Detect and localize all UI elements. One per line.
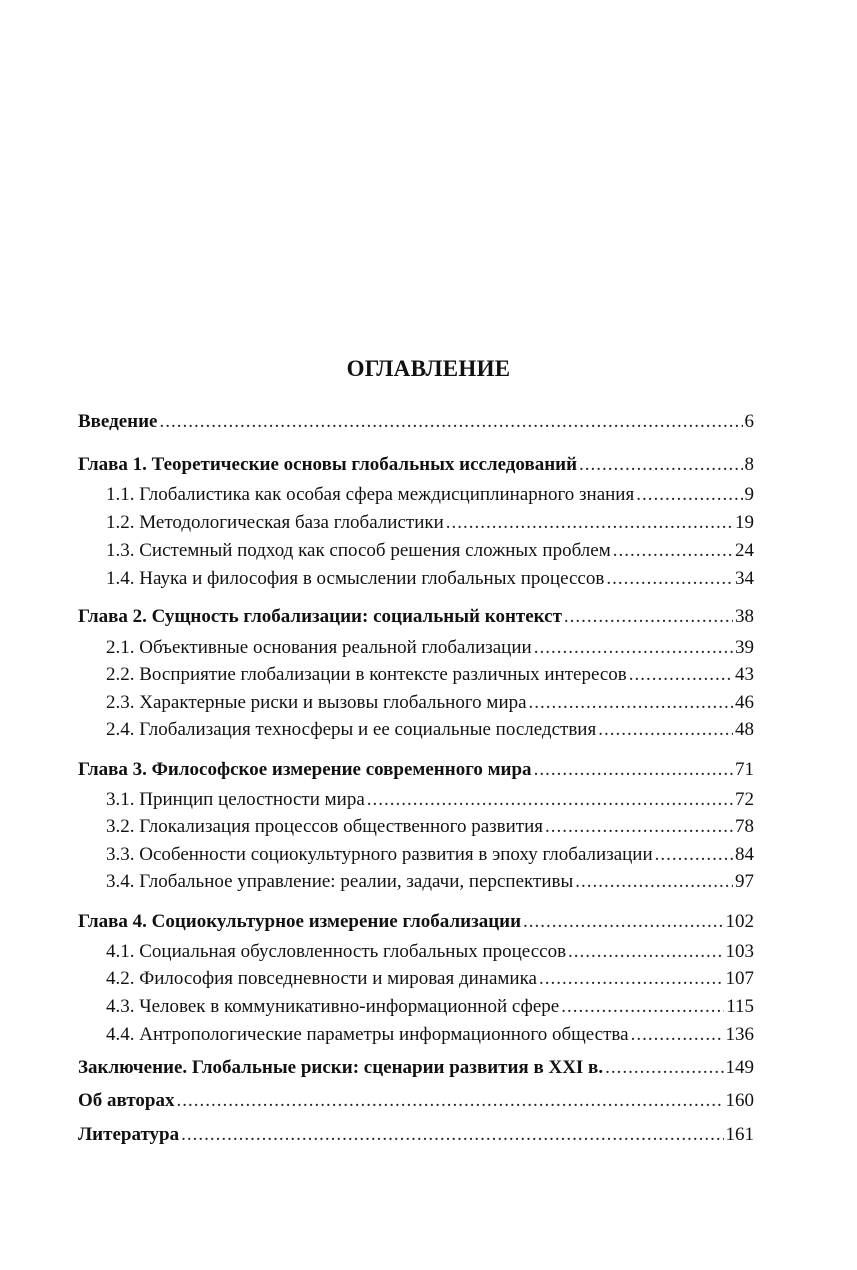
- toc-entry-title: 4.2. Философия повседневности и мировая динамика: [106, 968, 537, 989]
- toc-entry-conclusion[interactable]: [78, 1055, 754, 1081]
- toc-entry-title: 1.4. Наука и философия в осмыслении глобальных процессов: [106, 568, 605, 589]
- toc-entry-title: Об авторах: [78, 1090, 175, 1111]
- toc-entry-title: 4.1. Социальная обусловленность глобальных процессов: [106, 941, 567, 962]
- toc-entry-title: 3.2. Глокализация процессов общественного развития: [106, 816, 543, 837]
- toc-entry-section-3-4[interactable]: [106, 869, 754, 895]
- toc-entry-chapter-3[interactable]: [78, 757, 754, 783]
- toc-entry-section-1-4[interactable]: [106, 566, 754, 592]
- dot-leader: [568, 939, 723, 965]
- toc-page-number: 103: [725, 941, 754, 962]
- dot-leader: [446, 510, 733, 536]
- toc-page-number: 8: [744, 454, 754, 475]
- toc-page-number: 161: [725, 1124, 754, 1145]
- dot-leader: [598, 717, 733, 743]
- dot-leader: [629, 662, 733, 688]
- dot-leader: [176, 1088, 723, 1114]
- dot-leader: [655, 842, 733, 868]
- dot-leader: [539, 966, 724, 992]
- toc-page-number: 115: [726, 996, 754, 1017]
- toc-entry-title: Заключение. Глобальные риски: сценарии развития в XXI в.: [78, 1057, 604, 1078]
- dot-leader: [160, 409, 743, 435]
- dot-leader: [367, 787, 733, 813]
- toc-entry-title: 3.3. Особенности социокультурного развития в эпоху глобализации: [106, 844, 653, 865]
- toc-page-number: 72: [735, 789, 754, 810]
- toc-entry-title: 1.3. Системный подход как способ решения сложных проблем: [106, 540, 611, 561]
- toc-entry-chapter-4[interactable]: [78, 909, 754, 935]
- toc-entry-authors[interactable]: [78, 1088, 754, 1114]
- toc-entry-title: 4.3. Человек в коммуникативно-информационной сфере: [106, 996, 560, 1017]
- toc-entry-section-4-1[interactable]: [106, 939, 754, 965]
- toc-entry-chapter-1[interactable]: [78, 452, 754, 478]
- dot-leader: [523, 909, 723, 935]
- toc-entry-title: Глава 1. Теоретические основы глобальных исследований: [78, 454, 578, 475]
- toc-page-number: 46: [735, 692, 754, 713]
- dot-leader: [534, 757, 733, 783]
- toc-page-number: 84: [735, 844, 754, 865]
- toc-entry-title: Глава 3. Философское измерение современного мира: [78, 759, 532, 780]
- toc-entry-title: 1.1. Глобалистика как особая сфера междисциплинарного знания: [106, 484, 635, 505]
- toc-page-number: 71: [735, 759, 754, 780]
- toc-page-number: 107: [725, 968, 754, 989]
- toc-entry-section-2-4[interactable]: [106, 717, 754, 743]
- toc-entry-section-4-2[interactable]: [106, 966, 754, 992]
- toc-entry-intro[interactable]: [78, 409, 754, 435]
- dot-leader: [534, 635, 733, 661]
- toc-entry-section-3-3[interactable]: [106, 842, 754, 868]
- toc-entry-chapter-2[interactable]: [78, 604, 754, 630]
- toc-entry-title: Глава 4. Социокультурное измерение глобализации: [78, 911, 522, 932]
- toc-entry-section-3-1[interactable]: [106, 787, 754, 813]
- toc-entry-section-4-3[interactable]: [106, 994, 754, 1020]
- toc-entry-title: 2.1. Объективные основания реальной глобализации: [106, 637, 532, 658]
- toc-entry-title: 2.2. Восприятие глобализации в контексте различных интересов: [106, 664, 627, 685]
- toc-entry-title: Литература: [78, 1124, 180, 1145]
- dot-leader: [631, 1022, 724, 1048]
- dot-leader: [564, 604, 733, 630]
- toc-entry-section-2-3[interactable]: [106, 690, 754, 716]
- toc-page-number: 160: [725, 1090, 754, 1111]
- toc-entry-title: 3.1. Принцип целостности мира: [106, 789, 365, 810]
- toc-page-number: 43: [735, 664, 754, 685]
- dot-leader: [575, 869, 733, 895]
- toc-entry-title: Введение: [78, 411, 158, 432]
- toc-entry-section-4-4[interactable]: [106, 1022, 754, 1048]
- toc-entry-title: 1.2. Методологическая база глобалистики: [106, 512, 444, 533]
- toc-entry-literature[interactable]: [78, 1122, 754, 1148]
- toc-entry-title: 3.4. Глобальное управление: реалии, задачи, перспективы: [106, 871, 574, 892]
- toc-entry-section-1-1[interactable]: [106, 482, 754, 508]
- toc-entry-title: 4.4. Антропологические параметры информационного общества: [106, 1024, 629, 1045]
- toc-page-number: 78: [735, 816, 754, 837]
- dot-leader: [613, 538, 733, 564]
- toc-entry-section-2-2[interactable]: [106, 662, 754, 688]
- toc-page-number: 24: [735, 540, 754, 561]
- page-title: ОГЛАВЛЕНИЕ: [346, 356, 511, 381]
- toc-page-number: 19: [735, 512, 754, 533]
- toc-page-number: 102: [725, 911, 754, 932]
- toc-page-number: 97: [735, 871, 754, 892]
- toc-page-number: 39: [735, 637, 754, 658]
- toc-entry-title: 2.3. Характерные риски и вызовы глобального мира: [106, 692, 527, 713]
- dot-leader: [561, 994, 724, 1020]
- toc-page-number: 34: [735, 568, 754, 589]
- dot-leader: [529, 690, 733, 716]
- toc-entry-section-2-1[interactable]: [106, 635, 754, 661]
- dot-leader: [579, 452, 742, 478]
- toc-page-number: 48: [735, 719, 754, 740]
- toc-entry-title: 2.4. Глобализация техносферы и ее социальные последствия: [106, 719, 597, 740]
- dot-leader: [605, 1055, 723, 1081]
- toc-page-number: 38: [735, 606, 754, 627]
- toc-entry-section-3-2[interactable]: [106, 814, 754, 840]
- dot-leader: [606, 566, 733, 592]
- dot-leader: [181, 1122, 723, 1148]
- toc-page-number: 149: [725, 1057, 754, 1078]
- toc-page-number: 9: [744, 484, 754, 505]
- dot-leader: [636, 482, 742, 508]
- toc-entry-title: Глава 2. Сущность глобализации: социальный контекст: [78, 606, 562, 627]
- toc-page-number: 136: [725, 1024, 754, 1045]
- toc-entry-section-1-2[interactable]: [106, 510, 754, 536]
- toc-page-number: 6: [744, 411, 754, 432]
- toc-entry-section-1-3[interactable]: [106, 538, 754, 564]
- dot-leader: [545, 814, 733, 840]
